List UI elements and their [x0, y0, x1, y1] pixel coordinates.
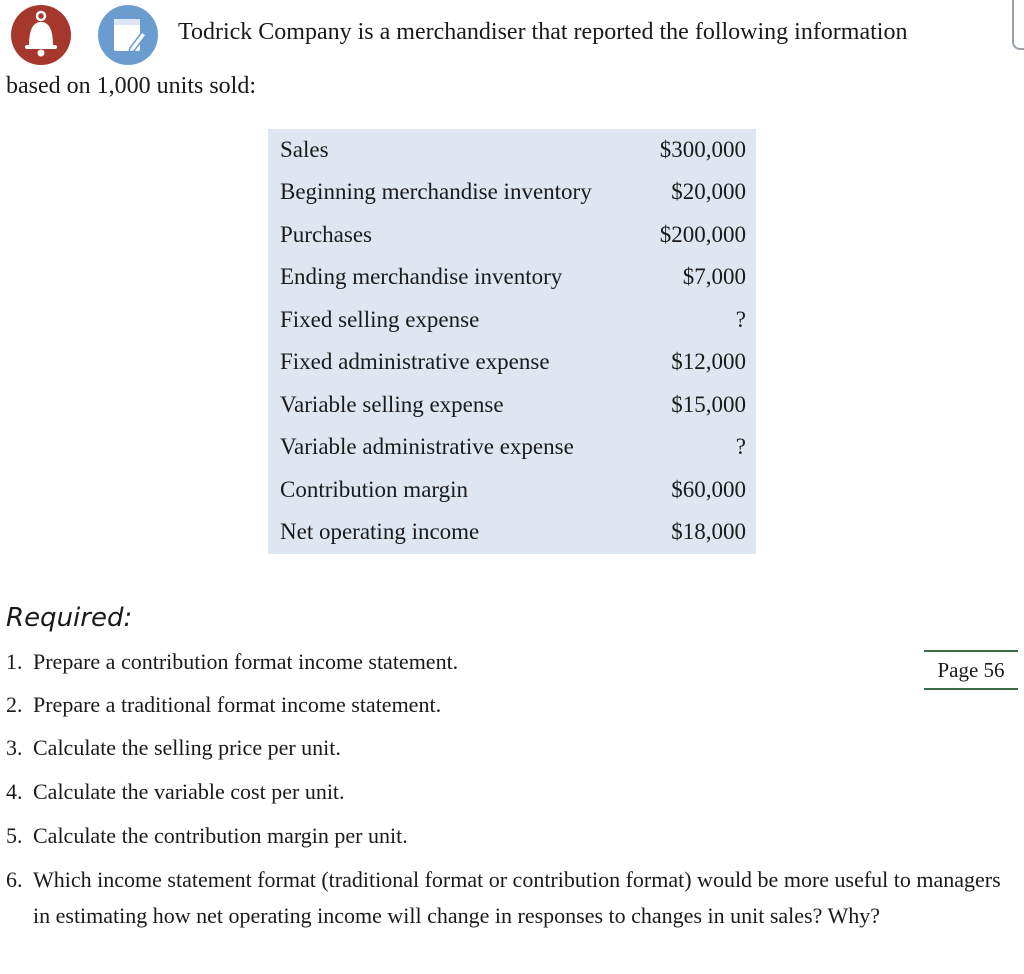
list-item-number: 6. [6, 867, 23, 892]
row-value: $7,000 [682, 264, 746, 289]
page-number-marker: Page 56 [924, 650, 1018, 690]
table-row [268, 129, 756, 171]
list-item-text: Which income statement format (traditional format or contribution format) would be more useful to managers in estimating how net operating income will change in responses to changes in unit sales? Why? [33, 867, 1001, 928]
intro-text-line2: based on 1,000 units sold: [6, 73, 256, 99]
table-row [268, 214, 756, 256]
row-value: $18,000 [671, 519, 746, 544]
financial-data-table [268, 129, 756, 554]
required-heading: Required: [6, 603, 133, 633]
list-item-text: Calculate the contribution margin per unit. [33, 823, 408, 848]
row-label: Sales [280, 137, 329, 162]
row-value: $12,000 [671, 349, 746, 374]
row-label: Fixed administrative expense [280, 349, 550, 374]
note-pencil-icon[interactable] [97, 4, 159, 66]
table-row [268, 511, 756, 553]
list-item-text: Calculate the selling price per unit. [33, 735, 341, 760]
list-item-text: Prepare a traditional format income statement. [33, 692, 442, 717]
row-label: Variable administrative expense [280, 434, 574, 459]
row-value: $200,000 [659, 222, 746, 247]
row-value: $20,000 [671, 179, 746, 204]
row-label: Contribution margin [280, 477, 469, 502]
table-row [268, 384, 756, 426]
row-label: Net operating income [280, 519, 480, 544]
row-value: ? [735, 434, 746, 459]
list-item-number: 5. [6, 823, 23, 848]
list-item-number: 4. [6, 779, 23, 804]
list-item-text: Prepare a contribution format income statement. [33, 649, 459, 674]
list-item-number: 2. [6, 692, 23, 717]
row-label: Ending merchandise inventory [280, 264, 563, 289]
row-label: Purchases [280, 222, 372, 247]
list-item-number: 3. [6, 735, 23, 760]
list-item-text: Calculate the variable cost per unit. [33, 779, 345, 804]
row-label: Variable selling expense [280, 392, 504, 417]
row-label: Beginning merchandise inventory [280, 179, 592, 204]
intro-text-line1: Todrick Company is a merchandiser that reported the following information [178, 19, 908, 45]
row-value: ? [735, 307, 746, 332]
table-row [268, 171, 756, 213]
table-row [268, 426, 756, 468]
row-value: $300,000 [659, 137, 746, 162]
table-row [268, 299, 756, 341]
row-value: $15,000 [671, 392, 746, 417]
table-row [268, 469, 756, 511]
row-label: Fixed selling expense [280, 307, 480, 332]
table-row [268, 256, 756, 298]
side-bracket-decoration [1012, 0, 1024, 50]
list-item-number: 1. [6, 649, 23, 674]
table-row [268, 341, 756, 383]
bell-icon[interactable] [10, 4, 72, 66]
row-value: $60,000 [671, 477, 746, 502]
